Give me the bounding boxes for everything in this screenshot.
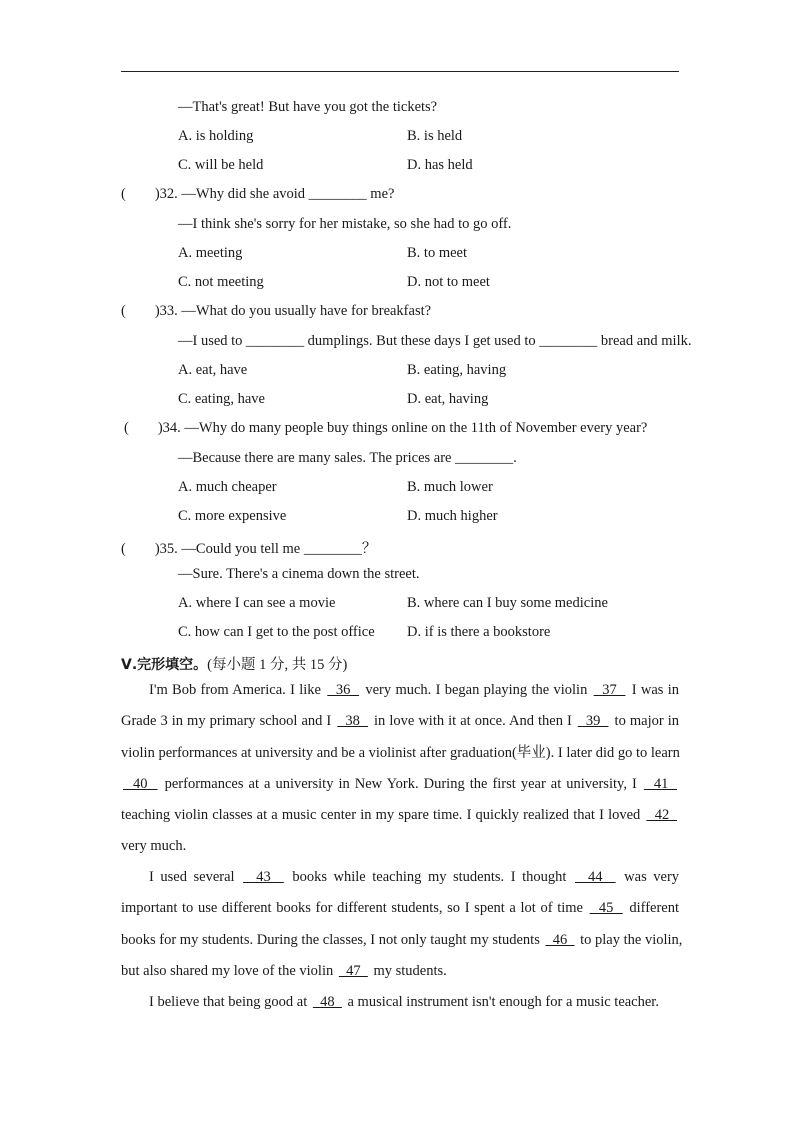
section-title: Ⅴ.完形填空。	[121, 657, 208, 673]
q31-option-a: A. is holding	[178, 128, 254, 144]
passage-text: teaching violin classes at a music center in my spare time. I quickly realized that I loved	[121, 807, 645, 824]
question-text: 34. —Why do many people buy things online on the 11th of November every year?	[162, 420, 648, 436]
cloze-blank: 45	[589, 900, 623, 917]
cloze-blank: 47	[338, 962, 368, 979]
passage-line	[121, 987, 679, 1018]
passage-text: Grade 3 in my primary school and I	[121, 713, 336, 730]
question-33-response: —I used to ________ dumplings. But these days I get used to ________ bread and milk.	[178, 333, 692, 349]
cloze-blank: 44	[574, 869, 616, 885]
passage-text: violin performances at university and be a violinist after graduation(毕业). I later did go to learn	[121, 744, 680, 761]
passage-text: books for my students. During the classes, I not only taught my students	[121, 931, 544, 948]
cloze-blank: 48	[312, 994, 342, 1010]
passage-paragraph-3	[121, 987, 679, 1018]
cloze-blank: 42	[646, 807, 678, 824]
passage-line	[121, 738, 679, 769]
passage-text: performances at a university in New York. During the first year at university, I	[159, 775, 642, 792]
answer-paren: ( )	[121, 541, 160, 557]
q35-option-b: B. where can I buy some medicine	[407, 595, 608, 611]
question-32-stem	[121, 186, 394, 203]
q32-option-b: B. to meet	[407, 245, 468, 261]
cloze-blank: 43	[243, 869, 284, 885]
passage-line	[121, 675, 679, 706]
question-text: 35. —Could you tell me ________？	[159, 541, 377, 557]
question-text: 32. —Why did she avoid ________ me?	[159, 186, 395, 202]
q32-option-a: A. meeting	[178, 245, 243, 261]
q31-option-d: D. has held	[407, 157, 473, 173]
passage-line	[121, 893, 679, 924]
question-33-stem	[121, 303, 431, 320]
passage-text: was very	[617, 869, 680, 885]
q33-option-b: B. eating, having	[407, 362, 507, 378]
cloze-blank: 36	[327, 682, 360, 698]
answer-paren: ( )	[124, 420, 163, 436]
q34-option-b: B. much lower	[407, 479, 493, 495]
passage-text: I'm Bob from America. I like	[149, 682, 326, 698]
cloze-blank: 39	[577, 713, 609, 730]
passage-text: but also shared my love of the violin	[121, 962, 337, 979]
answer-paren: ( )	[121, 303, 160, 319]
cloze-blank: 41	[643, 775, 677, 792]
question-34-response: —Because there are many sales. The prices are ________.	[178, 450, 517, 466]
q31-option-c: C. will be held	[178, 157, 264, 173]
question-35-stem	[121, 537, 376, 558]
passage-line	[121, 706, 679, 737]
passage-text: different	[624, 900, 680, 917]
q31-option-b: B. is held	[407, 128, 463, 144]
passage-text: my students.	[369, 962, 447, 979]
cloze-blank: 38	[337, 713, 368, 730]
passage-line	[121, 800, 679, 831]
q33-option-c: C. eating, have	[178, 391, 265, 407]
q33-option-a: A. eat, have	[178, 362, 248, 378]
q34-option-a: A. much cheaper	[178, 479, 277, 495]
passage-paragraph-2	[121, 862, 683, 987]
passage-text: very much. I began playing the violin	[361, 682, 592, 698]
q34-option-d: D. much higher	[407, 508, 498, 524]
q35-option-a: A. where I can see a movie	[178, 595, 336, 611]
q31-response: —That's great! But have you got the tickets?	[178, 99, 438, 115]
section-heading	[121, 653, 347, 674]
q32-option-d: D. not to meet	[407, 274, 490, 290]
question-34-stem	[124, 420, 647, 437]
cloze-blank: 37	[593, 682, 626, 698]
passage-line	[121, 862, 679, 893]
passage-text: in love with it at once. And then I	[369, 713, 576, 730]
cloze-blank: 46	[545, 931, 575, 948]
passage-text: very much.	[121, 838, 187, 855]
header-rule	[121, 71, 679, 72]
q34-option-c: C. more expensive	[178, 508, 287, 524]
q35-option-c: C. how can I get to the post office	[178, 624, 375, 640]
passage-text: to major in	[610, 713, 680, 730]
q33-option-d: D. eat, having	[407, 391, 489, 407]
passage-paragraph-1	[121, 675, 679, 863]
passage-text: a musical instrument isn't enough for a music teacher.	[343, 994, 659, 1010]
answer-paren: ( )	[121, 186, 160, 202]
q32-option-c: C. not meeting	[178, 274, 264, 290]
passage-line	[121, 769, 679, 800]
cloze-blank: 40	[123, 775, 158, 792]
passage-text: I believe that being good at	[149, 994, 311, 1010]
passage-text: important to use different books for different students, so I spent a lot of time	[121, 900, 588, 917]
section-scoring-note: (每小题 1 分, 共 15 分)	[207, 657, 348, 673]
passage-line	[121, 956, 679, 987]
question-35-response: —Sure. There's a cinema down the street.	[178, 566, 420, 582]
question-32-response: —I think she's sorry for her mistake, so she had to go off.	[178, 216, 512, 232]
passage-line	[121, 925, 683, 956]
passage-text: books while teaching my students. I thought	[285, 869, 573, 885]
passage-text: I was in	[627, 682, 680, 698]
passage-text: to play the violin,	[576, 931, 683, 948]
passage-text: I used several	[149, 869, 242, 885]
passage-line	[121, 831, 679, 862]
question-text: 33. —What do you usually have for breakfast?	[159, 303, 432, 319]
q35-option-d: D. if is there a bookstore	[407, 624, 551, 640]
